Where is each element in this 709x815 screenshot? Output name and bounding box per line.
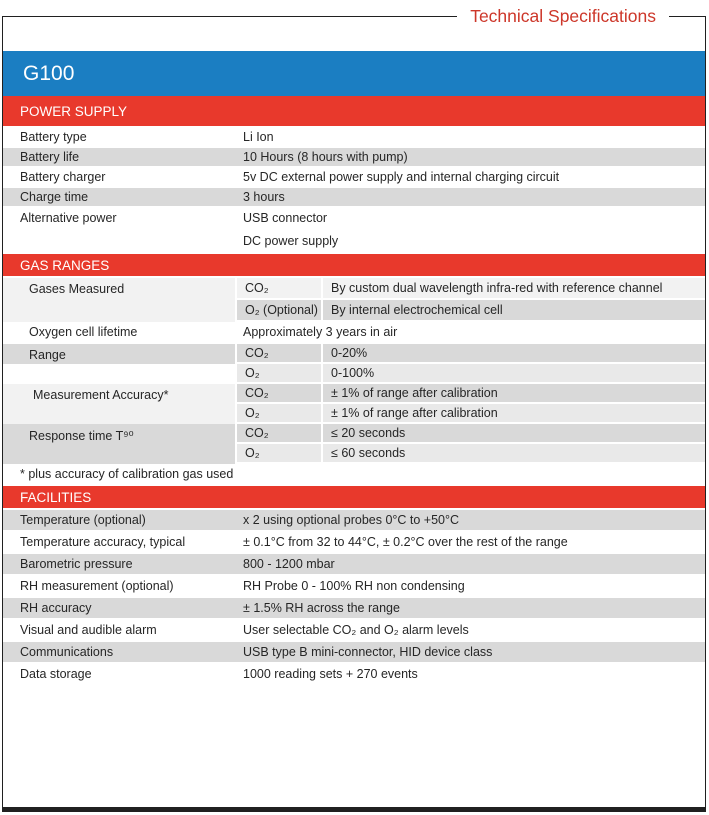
gas-subrow xyxy=(235,444,705,464)
spec-label: Visual and audible alarm xyxy=(20,623,157,637)
spec-row xyxy=(3,664,705,686)
gas-description: ≤ 60 seconds xyxy=(323,444,705,462)
spec-value: USB type B mini-connector, HID device class xyxy=(243,645,493,659)
spec-value-line: USB connector xyxy=(243,211,328,225)
spec-value xyxy=(235,211,705,248)
spec-label: Temperature accuracy, typical xyxy=(20,535,186,549)
gas-ranges-table xyxy=(3,278,705,486)
power-supply-table xyxy=(3,128,705,254)
spec-label: Data storage xyxy=(20,667,92,681)
spec-label: RH measurement (optional) xyxy=(20,579,174,593)
spec-row xyxy=(3,554,705,576)
gas-subrows xyxy=(235,344,705,384)
spec-value: 10 Hours (8 hours with pump) xyxy=(243,150,408,164)
gas-subrow xyxy=(235,364,705,384)
gas-subrows xyxy=(235,278,705,322)
gas-name: CO₂ xyxy=(235,278,323,298)
gas-description: 0-20% xyxy=(323,344,705,362)
spec-label: Communications xyxy=(20,645,114,659)
spec-row xyxy=(3,168,705,188)
spec-row xyxy=(3,598,705,620)
footnote-text: * plus accuracy of calibration gas used xyxy=(20,467,234,481)
spec-row xyxy=(3,532,705,554)
gas-name: CO₂ xyxy=(235,424,323,442)
spec-label: Oxygen cell lifetime xyxy=(29,325,138,339)
spec-value: User selectable CO₂ and O₂ alarm levels xyxy=(243,623,469,637)
footnote-row xyxy=(3,464,705,486)
gas-description: By internal electrochemical cell xyxy=(323,300,705,320)
spec-value: RH Probe 0 - 100% RH non condensing xyxy=(243,579,465,593)
facilities-table xyxy=(3,510,705,686)
gas-description: ≤ 20 seconds xyxy=(323,424,705,442)
spec-value: Approximately 3 years in air xyxy=(243,325,398,339)
spec-row xyxy=(3,128,705,148)
spec-label: Charge time xyxy=(20,190,89,204)
product-name: G100 xyxy=(23,61,75,85)
spec-row xyxy=(3,576,705,598)
gas-subrow xyxy=(235,300,705,322)
section-header-facilities xyxy=(3,486,705,508)
spec-label: Battery life xyxy=(20,150,80,164)
spec-value: 5v DC external power supply and internal charging circuit xyxy=(243,170,560,184)
gas-name: O₂ xyxy=(235,444,323,462)
gas-description: By custom dual wavelength infra-red with reference channel xyxy=(323,278,705,298)
gas-description: 0-100% xyxy=(323,364,705,382)
spec-row xyxy=(3,148,705,168)
spec-row xyxy=(3,188,705,208)
spec-label: Gases Measured xyxy=(3,278,235,322)
gas-subrow xyxy=(235,344,705,364)
spec-block-measurement-accuracy xyxy=(3,384,705,424)
section-header-gas-ranges xyxy=(3,254,705,276)
spec-label: Temperature (optional) xyxy=(20,513,146,527)
gas-name: O₂ xyxy=(235,404,323,422)
page-title: Technical Specifications xyxy=(457,2,669,30)
spec-block-response-time xyxy=(3,424,705,464)
gas-name: O₂ xyxy=(235,364,323,382)
gas-subrow xyxy=(235,278,705,300)
spec-label: Measurement Accuracy* xyxy=(3,384,235,424)
spec-row xyxy=(3,642,705,664)
spec-value: x 2 using optional probes 0°C to +50°C xyxy=(243,513,460,527)
gas-subrow xyxy=(235,404,705,424)
gas-subrows xyxy=(235,424,705,464)
section-header-power-supply xyxy=(3,96,705,126)
section-header-label: FACILITIES xyxy=(20,489,92,505)
spec-value: Li Ion xyxy=(243,130,274,144)
spec-value: ± 0.1°C from 32 to 44°C, ± 0.2°C over the rest of the range xyxy=(243,535,568,549)
spec-value: 800 - 1200 mbar xyxy=(243,557,335,571)
spec-frame xyxy=(2,16,706,812)
spec-label: Battery type xyxy=(20,130,87,144)
spec-row xyxy=(3,510,705,532)
spec-row xyxy=(3,322,705,344)
spec-block-range xyxy=(3,344,705,384)
section-header-label: GAS RANGES xyxy=(20,257,110,273)
spec-label: RH accuracy xyxy=(20,601,92,615)
spec-label: Barometric pressure xyxy=(20,557,133,571)
gas-subrow xyxy=(235,384,705,404)
gas-subrows xyxy=(235,384,705,424)
spec-label: Battery charger xyxy=(20,170,106,184)
gas-name: O₂ (Optional) xyxy=(235,300,323,320)
spec-label: Alternative power xyxy=(20,211,117,225)
spec-value-line: DC power supply xyxy=(243,234,339,248)
spec-label: Range xyxy=(3,344,235,384)
spec-label: Response time T⁹⁰ xyxy=(3,424,235,464)
spec-value: 1000 reading sets + 270 events xyxy=(243,667,418,681)
spec-block-gases-measured xyxy=(3,278,705,322)
gas-name: CO₂ xyxy=(235,344,323,362)
product-banner xyxy=(3,51,705,96)
gas-description: ± 1% of range after calibration xyxy=(323,384,705,402)
spec-value: ± 1.5% RH across the range xyxy=(243,601,400,615)
gas-description: ± 1% of range after calibration xyxy=(323,404,705,422)
section-header-label: POWER SUPPLY xyxy=(20,103,128,119)
spec-row xyxy=(3,620,705,642)
spec-row xyxy=(3,208,705,254)
gas-subrow xyxy=(235,424,705,444)
gas-name: CO₂ xyxy=(235,384,323,402)
spec-value: 3 hours xyxy=(243,190,285,204)
